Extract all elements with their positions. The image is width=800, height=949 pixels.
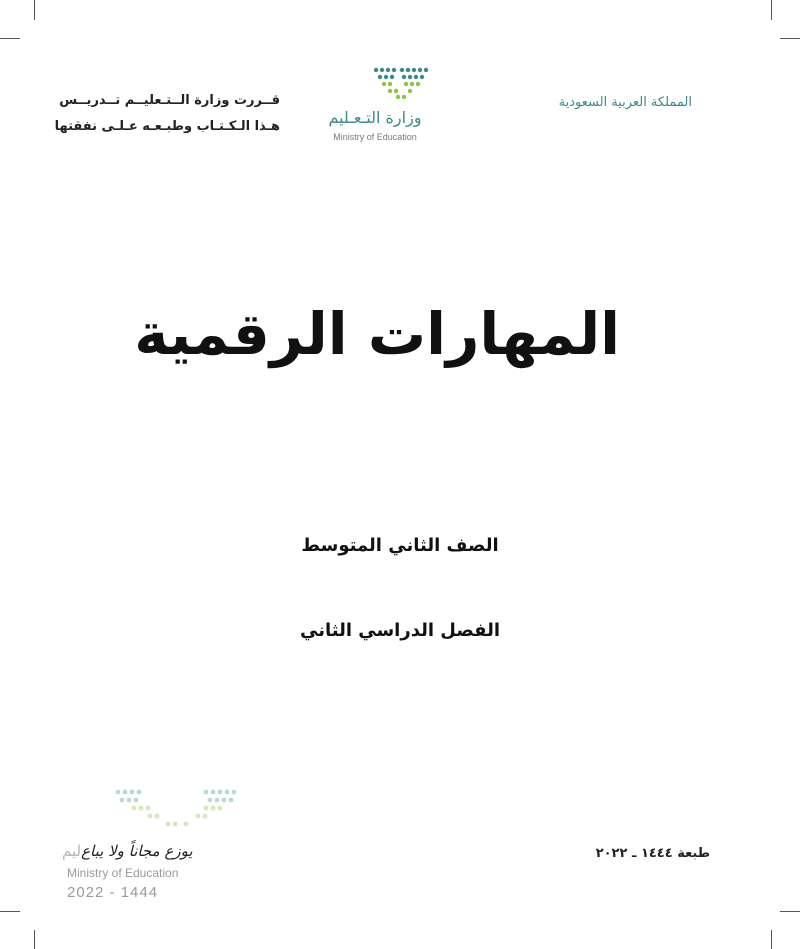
crop-mark-left-top	[0, 38, 20, 39]
crop-mark-right-bottom	[780, 911, 800, 912]
book-title: المهارات الرقمية	[134, 300, 620, 368]
distribution-faded-text: ليم	[62, 842, 82, 860]
crop-mark-top-right	[771, 0, 772, 20]
ministry-name-ar: وزارة التـعـليم	[328, 108, 422, 127]
decree-text	[54, 88, 280, 140]
edition-text: طبعة ١٤٤٤ ـ ٢٠٢٢	[595, 846, 710, 861]
distribution-note	[62, 842, 192, 860]
ministry-logo-faded-icon	[110, 786, 248, 834]
semester: الفصل الدراسي الثاني	[300, 620, 500, 641]
kingdom-name: المملكة العربية السعودية	[558, 95, 692, 110]
ministry-name-en: Ministry of Education	[333, 132, 417, 142]
footer-year: 2022 - 1444	[67, 884, 159, 901]
crop-mark-left-bottom	[0, 911, 20, 912]
crop-mark-right-top	[780, 38, 800, 39]
crop-mark-top-left	[34, 0, 35, 20]
crop-mark-bottom-right	[771, 930, 772, 949]
decree-line-2: هـذا الـكـتـاب وطبـعـه عـلـى نفقتها	[54, 119, 280, 134]
footer-ministry-name-en: Ministry of Education	[67, 866, 179, 880]
decree-line-1: قــررت وزارة الــتـعليــم تــدريــس	[59, 93, 280, 108]
grade-level: الصف الثاني المتوسط	[301, 535, 499, 556]
distribution-text: يوزع مجاناً ولا يباع	[81, 842, 193, 860]
crop-mark-bottom-left	[34, 930, 35, 949]
